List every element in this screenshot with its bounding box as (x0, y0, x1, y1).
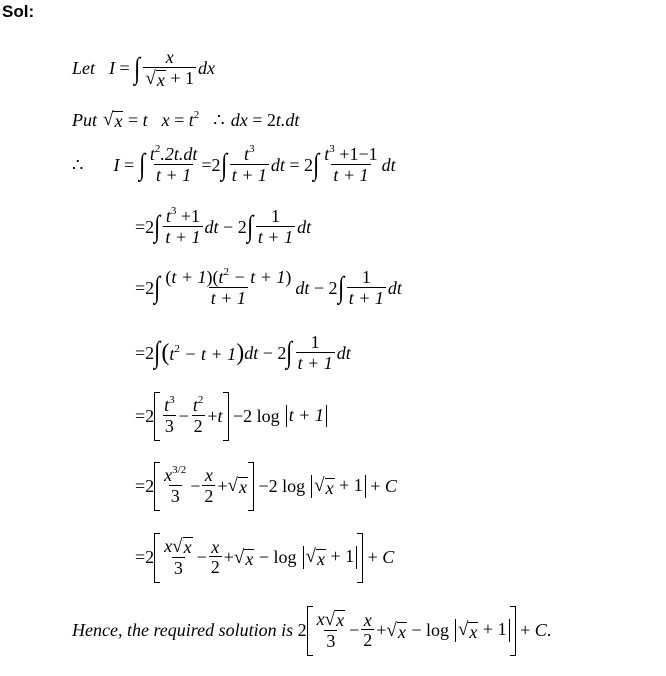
therefore-symbol: ∴ (213, 109, 225, 130)
log-word: log (282, 475, 306, 496)
log-word: log (425, 620, 449, 641)
solution-heading: Sol: (2, 2, 35, 21)
line-9: =2 x √ x 3 − $\frac{x}{2}$ + √ x − log √ x + 1 + C (135, 536, 395, 578)
log-word: log (256, 405, 280, 426)
log-word: log (273, 547, 297, 568)
therefore-symbol: ∴ (72, 154, 84, 175)
line-hence: Hence, the required solution is 2 x √ x 3 − $\frac{x}{2}$ + √ x − log √ x + 1 + C . (72, 609, 552, 651)
line-4: =2 ∫ $\frac{t^3 +1}{t + 1}$ dt − 2 ∫ $\frac{1}{t + 1}$ dt (135, 205, 312, 247)
line-5: =2 ∫ $\frac{(t + 1)(t^2 - t + 1)}{t + 1}$ dt − 2 ∫ $\frac{1}{t + 1}$ dt (135, 266, 402, 308)
line-7: =2 $\frac{t^3}{3}$ − $\frac{t^2}{2}$ + t −2 log t + 1 (135, 396, 327, 437)
line-let: Let I = ∫ x √ x + 1 dx (72, 47, 215, 90)
word-let: Let (72, 58, 96, 79)
hence-text: Hence, the required solution is (72, 620, 294, 641)
line-3: ∴ I = ∫ $\frac{t^2.2t.dt}{t + 1}$ =2 ∫ $\frac{t^3}{t + 1}$ dt = 2 ∫ $\frac{t^3 +1-1}{t + 1}$ dt (72, 143, 396, 185)
line-6: =2 ∫ $(t^2 - t + 1)$ dt − 2 ∫ $\frac{1}{t + 1}$ dt (135, 332, 351, 373)
word-put: Put (72, 109, 97, 130)
integral-sign: ∫ (134, 51, 141, 85)
line-8: =2 $\frac{x^{3/2}}{3}$ − $\frac{x}{2}$ + √ x −2 log √ x + 1 + C (135, 464, 397, 506)
line-put: Put √ x = t x = $t^2$ ∴ dx = 2 t.dt (72, 108, 300, 132)
fraction: x √ x + 1 (145, 47, 194, 90)
